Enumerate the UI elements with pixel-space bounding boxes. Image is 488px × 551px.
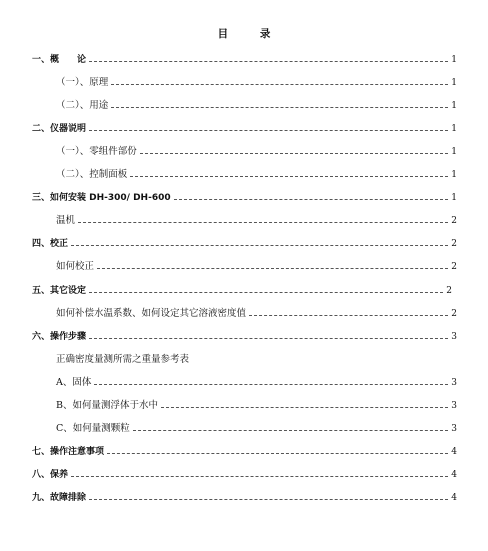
dot-leader [89, 292, 443, 293]
toc-entry-page: 4 [451, 493, 457, 503]
toc-entry [32, 191, 457, 205]
toc-entry-page: 2 [451, 309, 457, 319]
dot-leader [97, 268, 448, 269]
toc-entry-label: 八、保养 [32, 470, 69, 480]
toc-entry [32, 122, 457, 136]
toc-entry [32, 491, 457, 505]
toc-entry-label: 如何校正 [56, 261, 95, 272]
toc-entry-page: 1 [451, 78, 457, 88]
dot-leader [89, 130, 448, 131]
toc-entry-label: （二）、用途 [56, 100, 109, 111]
dot-leader [94, 384, 448, 385]
dot-leader [71, 476, 448, 477]
dot-leader [89, 61, 448, 62]
dot-leader [89, 338, 448, 339]
toc-entry-label: A、固体 [56, 377, 92, 388]
toc-entry [32, 237, 457, 251]
toc-entry-page: 1 [451, 193, 457, 203]
dot-leader [107, 453, 448, 454]
toc-entry-label: C、如何量测颗粒 [56, 423, 130, 434]
toc-entry-page: 3 [451, 332, 457, 342]
toc-entry-no-page [56, 353, 457, 367]
dot-leader [71, 245, 448, 246]
toc-entry [56, 99, 457, 113]
toc-entry-label: 三、如何安装 DH-300/ DH-600 [32, 193, 171, 203]
toc-entry [32, 330, 457, 344]
toc-entry [32, 53, 457, 67]
toc-entry-label: 一、概 论 [32, 55, 87, 65]
dot-leader [78, 222, 448, 223]
toc-entry-page: 1 [451, 101, 457, 111]
toc-entry [32, 284, 452, 298]
toc-entry-label: 六、操作步骤 [32, 332, 87, 342]
toc-entry-label: 七、操作注意事项 [32, 447, 105, 457]
toc-entry-page: 1 [451, 55, 457, 65]
toc-entry [56, 168, 457, 182]
toc-entry-label: 五、其它设定 [32, 286, 87, 296]
toc-entry-label: （一）、原理 [56, 77, 109, 88]
toc-entry-page: 1 [451, 170, 457, 180]
toc-entry [56, 76, 457, 90]
toc-entry [56, 422, 457, 436]
toc-entry-label: （二）、控制面板 [56, 169, 128, 180]
dot-leader [111, 84, 448, 85]
toc-entry-label: 二、仪器说明 [32, 124, 87, 134]
toc-entry-page: 1 [451, 124, 457, 134]
toc-entry [56, 260, 457, 274]
toc-entry [56, 376, 457, 390]
toc-entry-page: 3 [451, 378, 457, 388]
dot-leader [174, 199, 449, 200]
toc-entry-label: 温机 [56, 215, 76, 226]
toc-entry [32, 445, 457, 459]
toc-entry-page: 4 [451, 447, 457, 457]
toc-entry [32, 468, 457, 482]
dot-leader [140, 153, 449, 154]
toc-entry [56, 145, 457, 159]
toc-entry-page: 3 [451, 424, 457, 434]
toc-entry-label: （一）、零组件部份 [56, 146, 137, 157]
toc-entry-page: 4 [451, 470, 457, 480]
toc-title: 目 录 [217, 28, 285, 40]
dot-leader [161, 407, 448, 408]
toc-entry-page: 2 [451, 216, 457, 226]
toc-entry-page: 3 [451, 401, 457, 411]
toc-entry-label: B、如何量测浮体于水中 [56, 400, 158, 411]
toc-entry-label: 四、校正 [32, 239, 69, 249]
toc-entry-page: 2 [451, 262, 457, 272]
toc-entry [56, 307, 457, 321]
dot-leader [111, 107, 448, 108]
dot-leader [249, 315, 448, 316]
toc-entry-page: 1 [451, 147, 457, 157]
toc-entry-page: 2 [446, 286, 452, 296]
toc-entry-page: 2 [451, 239, 457, 249]
dot-leader [133, 430, 448, 431]
toc-entry-label: 正确密度量测所需之重量参考表 [56, 354, 190, 365]
dot-leader [130, 176, 448, 177]
toc-entry-label: 如何补偿水温系数、如何设定其它溶液密度值 [56, 308, 247, 319]
toc-entry-label: 九、故障排除 [32, 493, 87, 503]
toc-entry [56, 214, 457, 228]
toc-entry [56, 399, 457, 413]
dot-leader [89, 499, 448, 500]
